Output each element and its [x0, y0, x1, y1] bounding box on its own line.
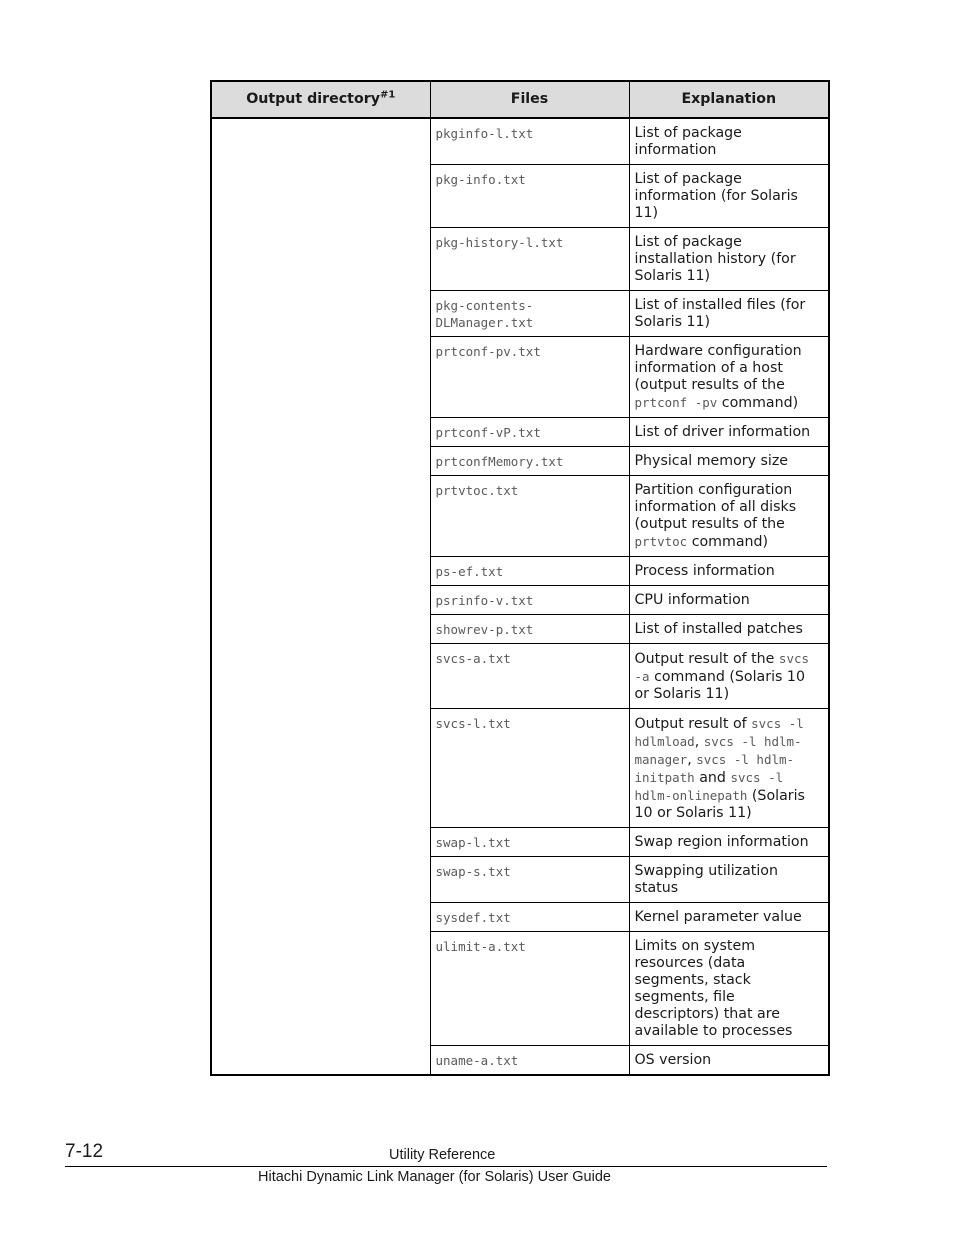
- file-name-cell: ps-ef.txt: [430, 557, 629, 586]
- file-name-cell: prtconfMemory.txt: [430, 447, 629, 476]
- page-number: 7-12: [65, 1141, 104, 1162]
- file-name-cell: swap-l.txt: [430, 828, 629, 857]
- file-name-cell: svcs-a.txt: [430, 644, 629, 709]
- command-text: svcs -l hdlmload: [634, 716, 804, 749]
- file-name-cell: prtconf-pv.txt: [430, 337, 629, 418]
- explanation-text: Swap region information: [634, 834, 809, 850]
- file-name-cell: pkg-contents-DLManager.txt: [430, 291, 629, 337]
- explanation-cell: [629, 165, 829, 228]
- header-output-directory: Output directory$^{\#1}$: [211, 81, 430, 118]
- explanation-text: Output result of the: [634, 651, 779, 667]
- table-header-row: [211, 81, 829, 118]
- explanation-cell: [629, 1046, 829, 1076]
- explanation-cell: [629, 228, 829, 291]
- explanation-text: Output result of: [634, 716, 752, 732]
- command-text: prtvtoc: [634, 534, 688, 549]
- explanation-cell: [629, 615, 829, 644]
- explanation-text: CPU information: [634, 592, 750, 608]
- file-name-cell: psrinfo-v.txt: [430, 586, 629, 615]
- file-name-cell: prtvtoc.txt: [430, 476, 629, 557]
- footnote-ref: #1: [379, 89, 396, 101]
- explanation-cell: [629, 932, 829, 1046]
- file-name-cell: swap-s.txt: [430, 857, 629, 903]
- command-text: svcs -a: [634, 651, 810, 684]
- file-name-cell: pkg-history-l.txt: [430, 228, 629, 291]
- explanation-text: Process information: [634, 563, 775, 579]
- explanation-text: command (Solaris 10 or Solaris 11): [634, 669, 805, 702]
- command-text: svcs -l hdlm-initpath: [634, 752, 795, 785]
- explanation-cell: [629, 476, 829, 557]
- explanation-text: Swapping utilization status: [634, 863, 778, 896]
- explanation-text: List of driver information: [634, 424, 811, 440]
- command-text: svcs -l hdlm-onlinepath: [634, 770, 784, 803]
- explanation-text: ,: [694, 734, 704, 750]
- output-directory-cell: [211, 118, 430, 1075]
- explanation-cell: [629, 709, 829, 828]
- explanation-cell: [629, 337, 829, 418]
- explanation-text: and: [694, 770, 731, 786]
- explanation-text: OS version: [634, 1052, 712, 1068]
- file-name-cell: prtconf-vP.txt: [430, 418, 629, 447]
- explanation-cell: [629, 644, 829, 709]
- footer-rule: [65, 1166, 827, 1167]
- explanation-text: Limits on system resources (data segments, stack segments, file descriptors) that are available to processes: [634, 938, 793, 1039]
- explanation-text: command): [717, 395, 799, 411]
- file-name-cell: ulimit-a.txt: [430, 932, 629, 1046]
- explanation-cell: [629, 557, 829, 586]
- explanation-text: List of package information (for Solaris 11): [634, 171, 798, 221]
- file-name-cell: uname-a.txt: [430, 1046, 629, 1076]
- file-name-cell: pkg-info.txt: [430, 165, 629, 228]
- footer-section-title: Utility Reference: [389, 1147, 496, 1163]
- explanation-text: List of package installation history (for Solaris 11): [634, 234, 796, 284]
- explanation-text: (Solaris 10 or Solaris 11): [634, 788, 805, 821]
- command-text: svcs -l hdlm-manager: [634, 734, 802, 767]
- explanation-text: Physical memory size: [634, 453, 789, 469]
- explanation-text: ,: [687, 752, 697, 768]
- file-name-cell: sysdef.txt: [430, 903, 629, 932]
- explanation-cell: [629, 291, 829, 337]
- file-name-cell: pkginfo-l.txt: [430, 118, 629, 165]
- explanation-text: command): [687, 534, 769, 550]
- header-explanation: Explanation: [629, 81, 829, 118]
- explanation-cell: [629, 828, 829, 857]
- explanation-text: List of installed patches: [634, 621, 803, 637]
- header-files: Files: [430, 81, 629, 118]
- explanation-text: Partition configuration information of all disks (output results of the: [634, 482, 797, 532]
- explanation-cell: [629, 447, 829, 476]
- explanation-text: List of package information: [634, 125, 742, 158]
- file-name-cell: svcs-l.txt: [430, 709, 629, 828]
- explanation-cell: [629, 857, 829, 903]
- explanation-cell: [629, 118, 829, 165]
- file-name-cell: showrev-p.txt: [430, 615, 629, 644]
- explanation-cell: [629, 903, 829, 932]
- explanation-cell: [629, 418, 829, 447]
- output-files-table: [210, 80, 830, 1076]
- footer-book-title: Hitachi Dynamic Link Manager (for Solaris) User Guide: [258, 1169, 611, 1185]
- explanation-text: Hardware configuration information of a host (output results of the: [634, 343, 802, 393]
- explanation-cell: [629, 586, 829, 615]
- command-text: prtconf -pv: [634, 395, 718, 410]
- explanation-text: Kernel parameter value: [634, 909, 802, 925]
- table-row: [211, 118, 829, 165]
- explanation-text: List of installed files (for Solaris 11): [634, 297, 806, 330]
